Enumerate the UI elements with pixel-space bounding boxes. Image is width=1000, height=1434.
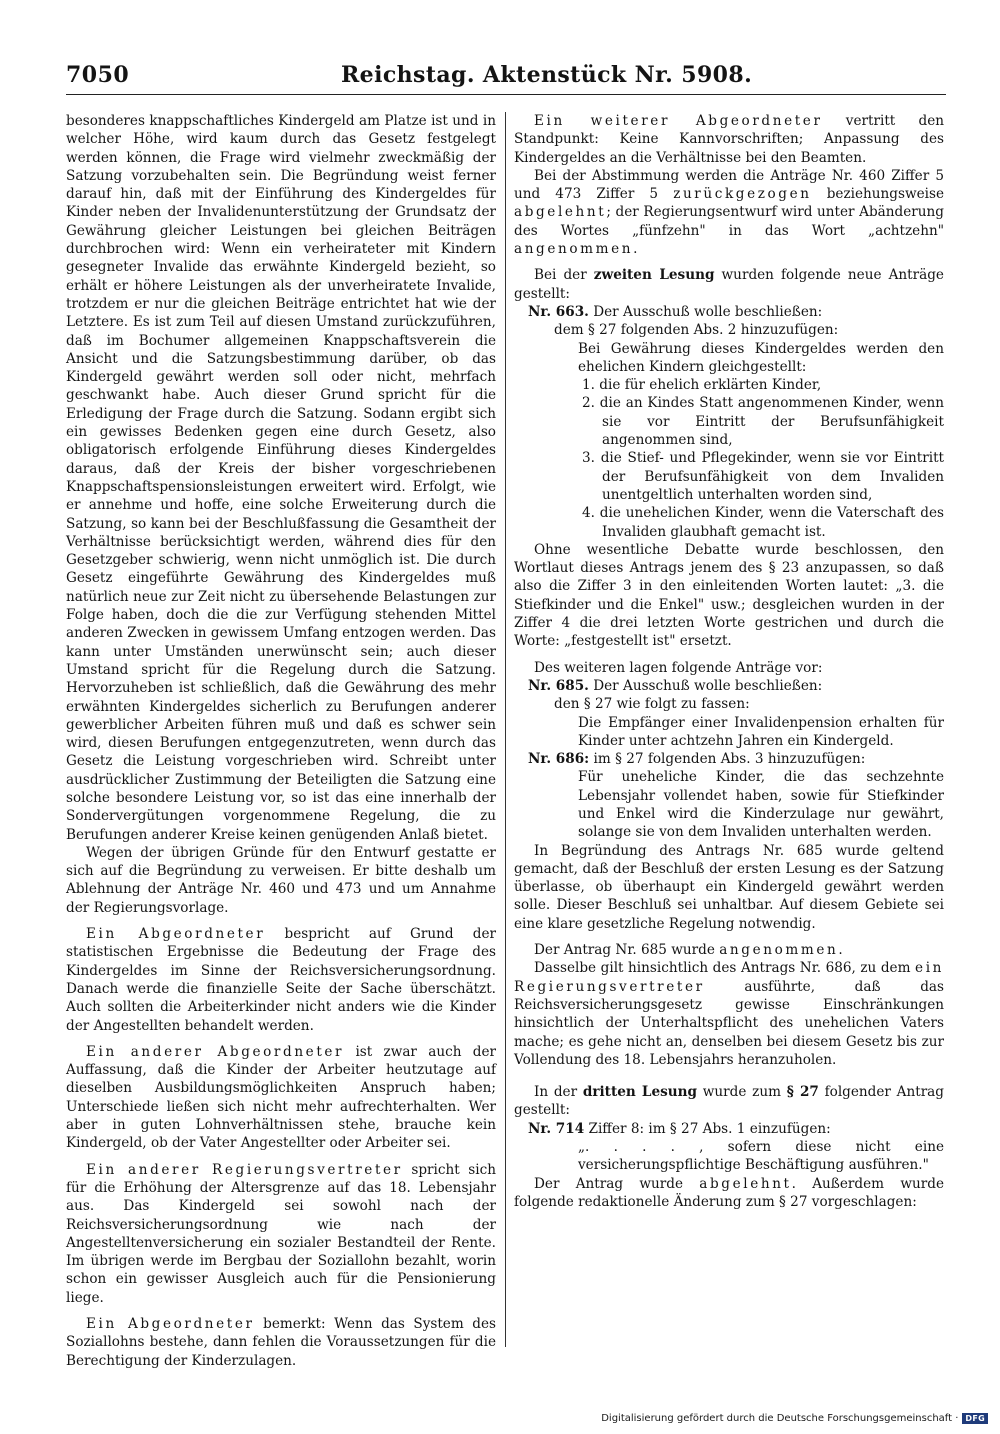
motion-714 [514, 1120, 944, 1138]
emphasis: angenommen [514, 241, 634, 258]
paragraph-text: bespricht auf Grund der statistischen Ergebnisse die Bedeutung der Frage des Kindergeldes im Sinne der Reichsversicherungsordnung. Danach werde die finanzielle Seite der Sache überschätzt. Auch sollten die Arbeiterkinder nicht anders wie die Kinder der Angestellten behandelt werden. [66, 926, 497, 1034]
motion-text: im § 27 folgenden Abs. 3 hinzuzufügen: [589, 751, 866, 768]
speaker: Ein Abgeordneter [86, 1316, 255, 1332]
motion-number: Nr. 685. [528, 677, 589, 694]
motion-number: Nr. 686: [528, 751, 590, 768]
header-rule [66, 94, 946, 95]
paragraph-text: spricht sich für die Erhöhung der Altersgrenze auf das 18. Lebensjahr aus. Das Kindergeld sei sowohl nach der Reichsversicherungsordnung wie nach der Angestelltenversicherung ein sozialer Bestandteil der Rente. Im übrigen werde im Bergbau der Soziallohn bezahlt, worin schon ein gewisser Ausgleich auch für die Pensionierung liege. [66, 1161, 496, 1306]
motion-number: Nr. 663. [528, 303, 589, 320]
page-number: 7050 [66, 62, 130, 88]
list-item: 4. die unehelichen Kinder, wenn die Vaterschaft des Invaliden glaubhaft gemacht ist. [582, 505, 944, 540]
paragraph-text: Der Antrag wurde [534, 1175, 700, 1192]
motion-text: Der Ausschuß wolle beschließen: [588, 303, 823, 320]
speaker: Ein anderer Regierungsvertreter [86, 1161, 403, 1178]
credit-text: Digitalisierung gefördert durch die Deutsche Forschungsgemeinschaft · [601, 1413, 959, 1424]
paragraph [514, 959, 944, 1069]
paragraph-text: folgender Antrag gestellt: [514, 1084, 944, 1119]
list-item: 2. die an Kindes Statt angenommenen Kinder, wenn sie vor Eintritt der Berufsunfähigkeit angenommen sind, [582, 395, 944, 449]
reading-heading: dritten Lesung [582, 1084, 698, 1101]
paragraph-text: bemerkt: Wenn das System des Soziallohns bestehe, dann fehlen die Voraussetzungen für die Berechtigung der Kinderzulagen. [66, 1316, 496, 1369]
paragraph-text: . Außerdem wurde folgende redaktionelle Änderung zum § 27 vorgeschlagen: [514, 1175, 944, 1210]
running-title: Reichstag. Aktenstück Nr. 5908. [341, 62, 753, 88]
emphasis: abgelehnt [514, 204, 607, 221]
digitization-credit [601, 1413, 988, 1424]
speaker: ein Regierungsvertreter [514, 960, 944, 995]
motion-text: Der Ausschuß wolle beschließen: [588, 677, 823, 694]
list-item: 3. die Stief- und Pflegekinder, wenn sie vor Eintritt der Berufsunfähigkeit von dem Invaliden unentgeltlich unterhalten worden sind, [582, 450, 944, 503]
speaker: Ein weiterer Abgeordneter [534, 113, 823, 129]
paragraph-text: Bei der Abstimmung werden die Anträge Nr. 460 Ziffer 5 und 473 Ziffer 5 [514, 167, 944, 203]
motion-body: Die Empfänger einer Invalidenpension erhalten für Kinder unter achtzehn Jahren ein Kindergeld. [578, 714, 944, 749]
paragraph-text: ist zwar auch der Auffassung, daß die Kinder der Arbeiter heutzutage auf dieselben Ausbildungsmöglichkeiten Anspruch haben; Unterschiede ließen sich nicht mehr aufrechterhalten. Wer aber in guten Lohnverhältnissen stehe, brauche kein Kindergeld, ob der Vater Angestellter oder Arbeiter sei. [66, 1043, 497, 1152]
paragraph-text: beziehungsweise [811, 186, 944, 203]
speaker: Ein anderer Abgeordneter [86, 1043, 345, 1060]
emphasis: abgelehnt [699, 1175, 792, 1192]
paragraph-text: In der [534, 1084, 583, 1101]
section-intro [514, 266, 944, 303]
motion-sub: dem § 27 folgenden Abs. 2 hinzuzufügen: [554, 322, 839, 339]
paragraph [66, 1161, 496, 1307]
column-divider [505, 112, 506, 1347]
motion-685 [514, 677, 944, 695]
section-ref: § 27 [786, 1084, 819, 1101]
reading-heading: zweiten Lesung [593, 267, 715, 284]
paragraph: In Begründung des Antrags Nr. 685 wurde geltend gemacht, daß der Beschluß der ersten Lesung es der Satzung überlasse, ob überhaupt ein Kindergeld gewährt werden solle. Dieser Beschluß sei unhaltbar. Auf diesem Gebiete sei eine klare gesetzliche Regelung notwendig. [514, 842, 944, 932]
list-item: 1. die für ehelich erklärten Kinder, [582, 377, 822, 394]
paragraph: Wegen der übrigen Gründe für den Entwurf gestatte er sich auf die Begründung zu verweisen. Er bitte deshalb um Ablehnung der Anträge Nr. 460 und 473 und um Annahme der Regierungsvorlage. [66, 844, 496, 916]
motion-663 [514, 303, 944, 321]
paragraph-text: vertritt den Standpunkt: Keine Kannvorschriften; Anpassung des Kindergeldes an die Verhältnisse bei den Beamten. [514, 113, 944, 166]
paragraph-text: Der Antrag Nr. 685 wurde [534, 942, 720, 959]
paragraph-text: wurde zum [697, 1084, 787, 1101]
motion-body: Bei Gewährung dieses Kindergeldes werden den ehelichen Kindern gleichgestellt: [578, 340, 944, 375]
section-intro [514, 1083, 944, 1120]
paragraph [66, 1315, 496, 1370]
motion-text: Ziffer 8: im § 27 Abs. 1 einzufügen: [584, 1120, 831, 1137]
paragraph-text: . [838, 942, 843, 959]
paragraph-text: wurden folgende neue Anträge gestellt: [514, 267, 944, 302]
emphasis: zurückgezogen [673, 186, 812, 203]
paragraph: Ohne wesentliche Debatte wurde beschlossen, den Wortlaut dieses Antrags jenem des § 23 anzupassen, so daß also die Ziffer 3 in den einleitenden Worten lautet: „3. die Stiefkinder und die Enkel" usw.; desgleichen wurden in der Ziffer 4 die drei letzten Worte gestrichen und durch die Worte: „festgestellt ist" ersetzt. [514, 541, 944, 650]
dfg-logo: DFG [962, 1413, 988, 1424]
paragraph [66, 1043, 496, 1153]
left-column [66, 112, 496, 1370]
paragraph [66, 925, 496, 1035]
paragraph-text: ; der Regierungsentwurf wird unter Abänderung des Wortes „fünfzehn" in das Wort „achtzehn" [514, 204, 944, 239]
right-column [514, 112, 944, 1211]
motion-number: Nr. 714 [528, 1120, 585, 1137]
paragraph [514, 941, 944, 959]
paragraph [514, 112, 944, 167]
page-header [66, 62, 946, 96]
motion-sub: den § 27 wie folgt zu fassen: [554, 696, 750, 713]
paragraph [514, 167, 944, 258]
paragraph: besonderes knappschaftliches Kindergeld am Platze ist und in welcher Höhe, wird kaum durch das Gesetz festgelegt werden können, die Frage wird vielmehr zweckmäßig der Satzung vorzubehalten sein. Die Begründung weist ferner darauf hin, daß mit der Einführung des Kindergeldes für Kinder neben der Invalidenunterstützung der Grundsatz der Gewährung gleicher Leistungen bei gleichen Beiträgen durchbrochen wird: Wenn ein verheirateter mit Kindern gesegneter Invalide das erwähnte Kindergeld bezieht, so erhält er höhere Leistungen als der unverheiratete Invalide, trotzdem er nur die gleichen Beiträge entrichtet hat wie der Letztere. Es ist zum Teil auf diesen Umstand zurückzuführen, daß im Bochumer allgemeinen Knappschaftsverein die Ansicht und die Satzungsbestimmung darüber, ob das Kindergeld gewährt werden soll oder nicht, mehrfach geschwankt habe. Auch dieser Grund spricht für die Erledigung der Frage durch die Satzung. Sodann ergibt sich ein gewisses Bedenken gegen eine durch Gesetz, also obligatorisch erfolgende Einführung dieses Kindergeldes daraus, daß der Kreis der bisher vorgeschriebenen Knappschaftspensionsleistungen erweitert wird. Erfolgt, wie er annehme und hoffe, eine solche Erweiterung durch die Satzung, so kann bei der Beschlußfassung die Gesamtheit der Verhältnisse berücksichtigt werden, während dies für den Gesetzgeber schwierig, wenn nicht unmöglich ist. Die durch Gesetz eingeführte Gewährung des Kindergeldes muß natürlich neue zur Zeit nicht zu übersehende Belastungen zur Folge haben, doch die die zur Verfügung stehenden Mittel anderen Zwecken in gewissem Umfang entzogen werden. Das kann unter Umständen unerwünscht sein; auch dieser Umstand spricht für die Regelung durch die Satzung. Hervorzuheben ist schließlich, daß die Gewährung des mehr erwähnten Kindergeldes sicherlich zu Berufungen anderer gewerblicher Arbeiten führen muß und daß es schwer sein wird, diesen Berufungen entgegenzutreten, wenn durch das Gesetz die Leistung vorgeschrieben wird. Schreibt unter ausdrücklicher Zustimmung der Beteiligten die Satzung eine solche besondere Leistung vor, so ist das eine innerhalb der Sondervergütungen vorgenommene Regelung, die zu Berufungen anderer Kreise keinen genügenden Anlaß bietet. [66, 113, 496, 843]
emphasis: angenommen [719, 942, 839, 959]
speaker: Ein Abgeordneter [86, 926, 266, 943]
paragraph-text: . [633, 241, 638, 258]
motion-body: „. . . . , sofern diese nicht eine versicherungspflichtige Beschäftigung ausführen." [578, 1139, 944, 1174]
motion-body: Für uneheliche Kinder, die das sechzehnte Lebensjahr vollendet haben, sowie für Stiefkinder und Enkel wird die Kinderzulage nur gewährt, solange sie von dem Invaliden unterhalten werden. [578, 769, 944, 841]
paragraph-text: Bei der [534, 267, 594, 284]
paragraph [514, 1175, 944, 1212]
motion-686 [514, 750, 944, 768]
paragraph: Des weiteren lagen folgende Anträge vor: [534, 659, 823, 676]
paragraph-text: Dasselbe gilt hinsichtlich des Antrags Nr. 686, zu dem [534, 960, 916, 977]
paragraph-text: ausführte, daß das Reichsversicherungsgesetz gewisse Einschränkungen hinsichtlich der Unterhaltspflicht des unehelichen Vaters mache; es gehe nicht an, denselben bei diesem Gesetz bis zur Vollendung des 18. Lebensjahrs heranzuholen. [514, 978, 944, 1068]
